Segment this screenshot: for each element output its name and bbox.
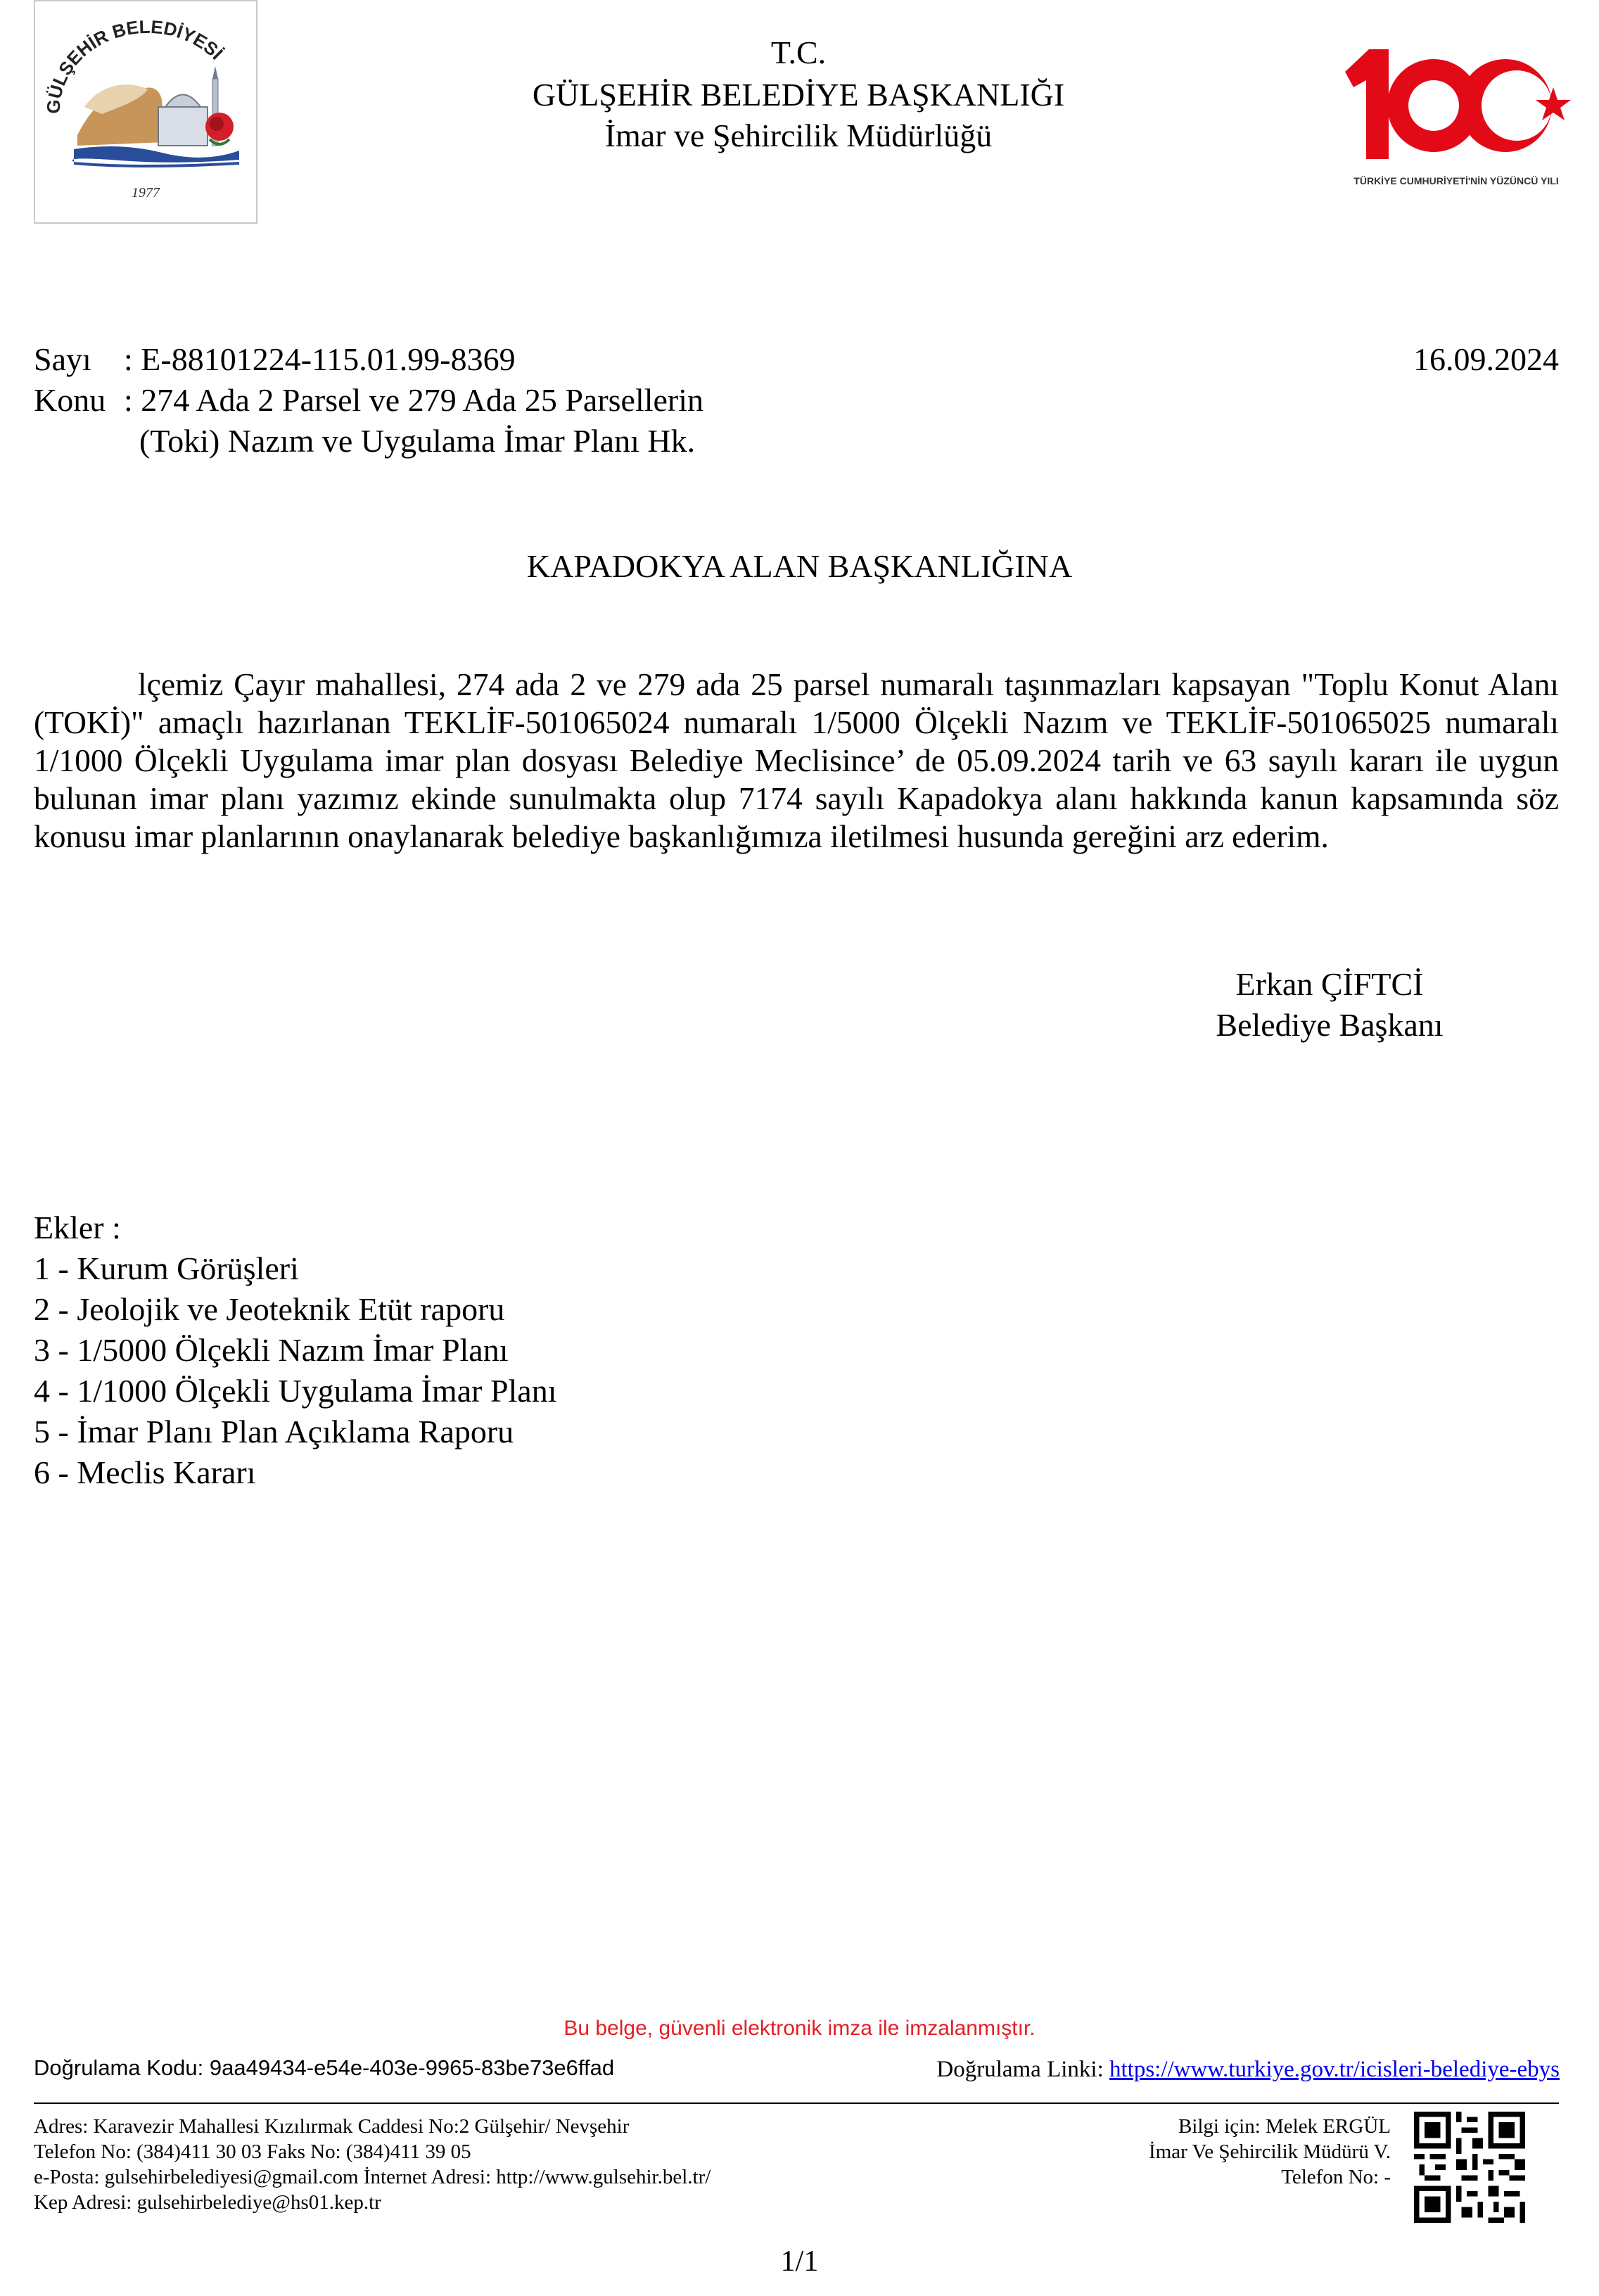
qr-code-icon bbox=[1414, 2112, 1525, 2223]
konu-row bbox=[34, 380, 703, 421]
sayi-value: E-88101224-115.01.99-8369 bbox=[141, 341, 516, 377]
centenary-emblem bbox=[1342, 44, 1571, 191]
signer-name: Erkan ÇİFTCİ bbox=[1235, 966, 1424, 1002]
attachment-item: 2 - Jeolojik ve Jeoteknik Etüt raporu bbox=[34, 1291, 505, 1327]
footer-email: e-Posta: gulsehirbelediyesi@gmail.com İnternet Adresi: http://www.gulsehir.bel.tr/ bbox=[34, 2166, 711, 2188]
header-department: İmar ve Şehircilik Müdürlüğü bbox=[604, 118, 993, 153]
footer-info-contact: Bilgi için: Melek ERGÜL bbox=[1178, 2115, 1391, 2138]
addressee: KAPADOKYA ALAN BAŞKANLIĞINA bbox=[526, 548, 1073, 584]
qr-code bbox=[1414, 2112, 1525, 2223]
verification-link-row bbox=[936, 2057, 1560, 2083]
document-date: 16.09.2024 bbox=[1413, 341, 1559, 377]
konu-colon: : bbox=[124, 382, 133, 418]
header-tc: T.C. bbox=[770, 34, 827, 70]
attachment-item: 5 - İmar Planı Plan Açıklama Raporu bbox=[34, 1414, 514, 1450]
logo-year: 1977 bbox=[132, 185, 160, 201]
footer-info-title: İmar Ve Şehircilik Müdürü V. bbox=[1149, 2140, 1391, 2163]
verification-code-value: 9aa49434-e54e-403e-9965-83be73e6ffad bbox=[209, 2055, 615, 2080]
footer-phone: Telefon No: (384)411 30 03 Faks No: (384)411 39 05 bbox=[34, 2140, 471, 2163]
gulsehir-municipality-seal-icon bbox=[35, 1, 256, 222]
konu-label: Konu bbox=[34, 382, 106, 418]
letter-body-text: lçemiz Çayır mahallesi, 274 ada 2 ve 279 ada 25 parsel numaralı taşınmazları kapsayan "Toplu Konut Alanı (TOKİ)" amaçlı hazırlanan TEKLİF-501065024 numaralı 1/5000 Ölçekli Nazım ve TEKLİF-501065025 numaralı 1/1000 Ölçekli Uygulama imar plan dosyası Belediye Meclisince’ de 05.09.2024 tarih ve 63 sayılı kararı ile uygun bulunan imar planı yazımız ekinde sunulmakta olup 7174 sayılı Kapadokya alanı hakkında kanun kapsamında söz konusu imar planlarının onaylanarak belediye başkanlığımıza iletilmesi husunda gereğini arz ederim. bbox=[34, 666, 1559, 854]
attachment-item: 4 - 1/1000 Ölçekli Uygulama İmar Planı bbox=[34, 1373, 557, 1409]
sayi-row bbox=[34, 339, 516, 380]
verification-code-label: Doğrulama Kodu: bbox=[34, 2055, 204, 2080]
footer-info-phone: Telefon No: - bbox=[1281, 2166, 1391, 2188]
verification-link-label: Doğrulama Linki: bbox=[936, 2057, 1104, 2082]
logo-arc-text: GÜLŞEHİR BELEDİYESİ bbox=[42, 15, 227, 115]
attachment-item: 1 - Kurum Görüşleri bbox=[34, 1250, 299, 1286]
sayi-colon: : bbox=[124, 341, 133, 377]
turkiye-100-year-emblem-icon bbox=[1342, 44, 1571, 191]
footer-address: Adres: Karavezir Mahallesi Kızılırmak Caddesi No:2 Gülşehir/ Nevşehir bbox=[34, 2115, 630, 2138]
attachment-item: 6 - Meclis Kararı bbox=[34, 1454, 256, 1490]
attachments-label: Ekler : bbox=[34, 1210, 121, 1245]
header-institution: GÜLŞEHİR BELEDİYE BAŞKANLIĞI bbox=[532, 77, 1065, 113]
footer-divider bbox=[34, 2102, 1559, 2104]
sayi-label: Sayı bbox=[34, 341, 91, 377]
letter-body bbox=[34, 666, 1559, 856]
e-signature-notice: Bu belge, güvenli elektronik imza ile imzalanmıştır. bbox=[563, 2017, 1036, 2040]
municipality-logo bbox=[34, 0, 257, 224]
footer-kep: Kep Adresi: gulsehirbelediye@hs01.kep.tr bbox=[34, 2191, 381, 2214]
verification-link[interactable]: https://www.turkiye.gov.tr/icisleri-belediye-ebys bbox=[1109, 2057, 1560, 2082]
page-number: 1/1 bbox=[780, 2245, 819, 2278]
konu-line-1: 274 Ada 2 Parsel ve 279 Ada 25 Parsellerin bbox=[141, 382, 704, 418]
signer-title: Belediye Başkanı bbox=[1216, 1007, 1444, 1043]
konu-line-2: (Toki) Nazım ve Uygulama İmar Planı Hk. bbox=[139, 423, 696, 459]
centenary-caption: TÜRKİYE CUMHURİYETİ'NİN YÜZÜNCÜ YILI bbox=[1353, 175, 1559, 186]
attachment-item: 3 - 1/5000 Ölçekli Nazım İmar Planı bbox=[34, 1332, 509, 1368]
verification-code bbox=[34, 2055, 614, 2081]
